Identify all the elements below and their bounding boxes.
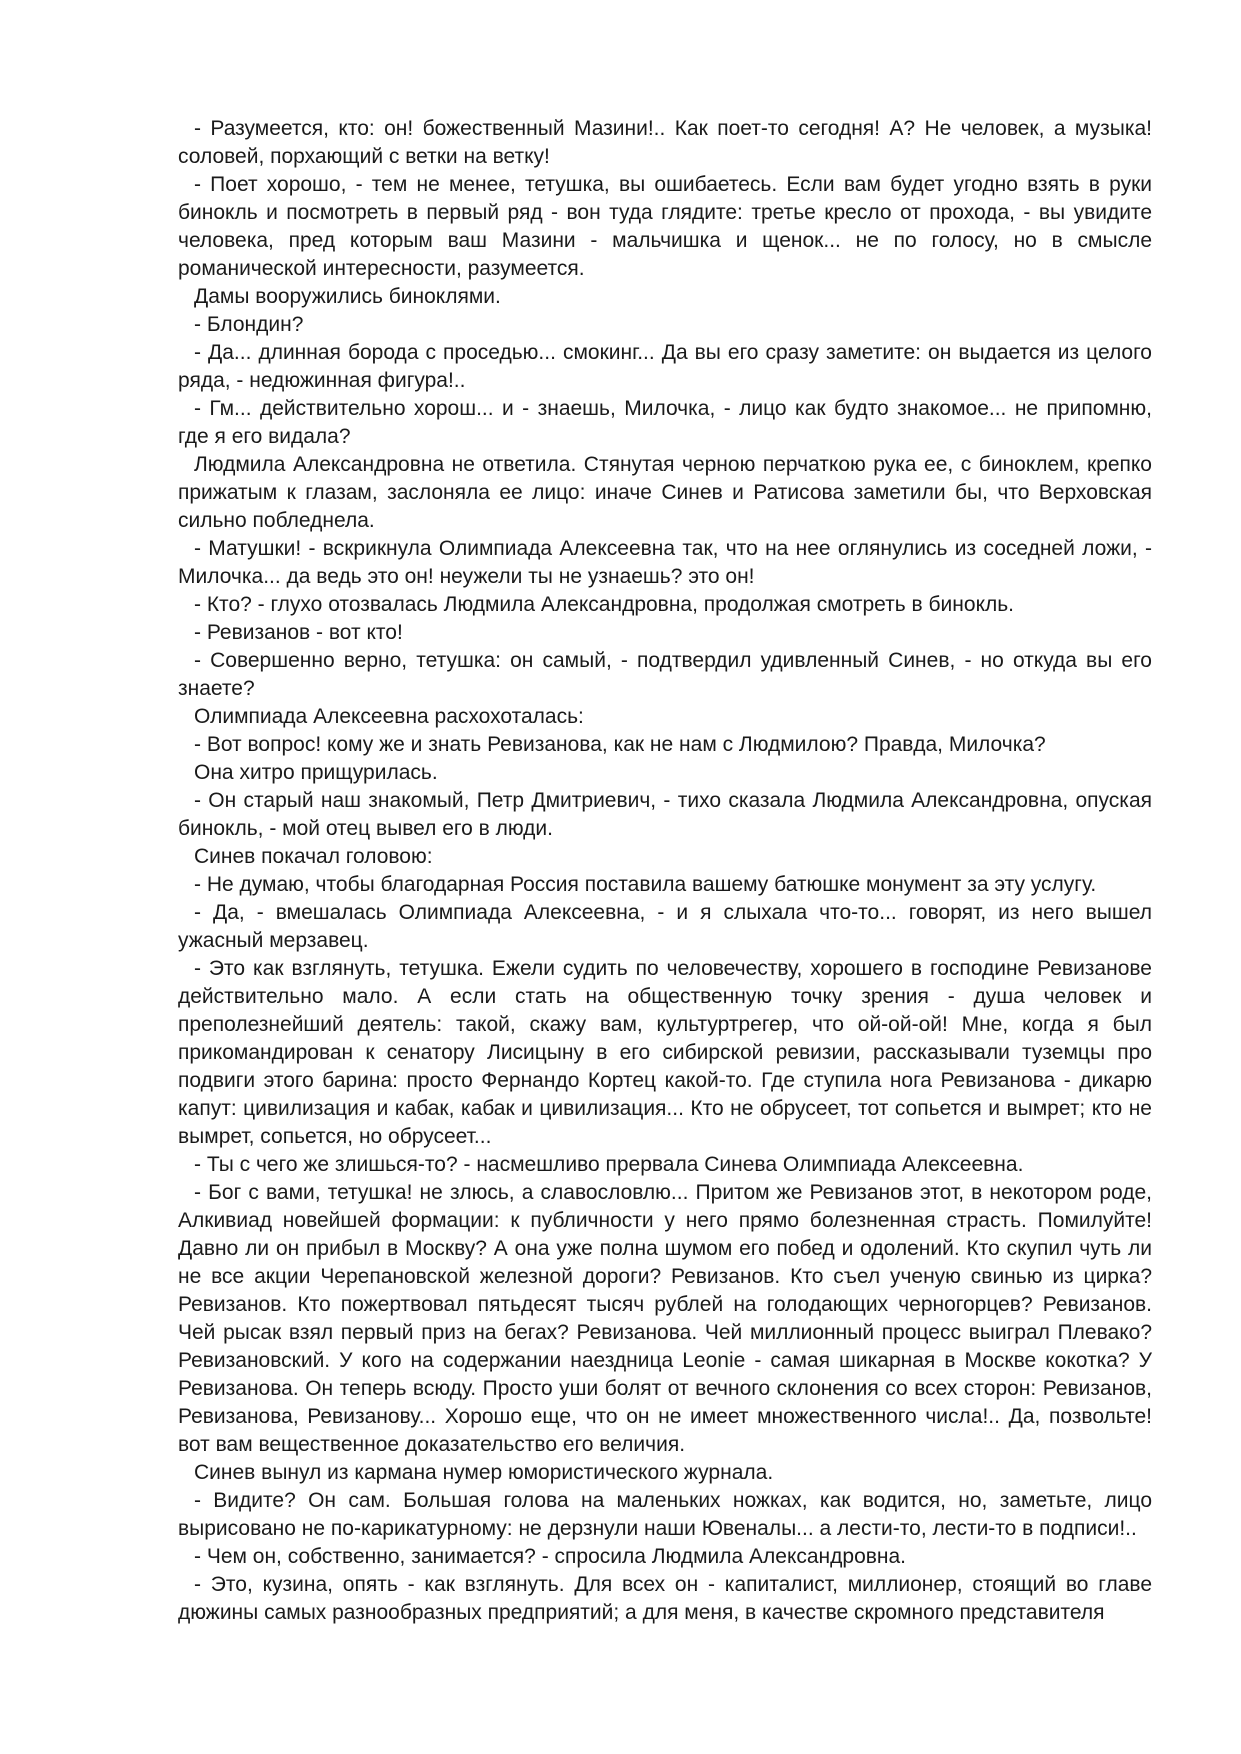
paragraph: Синев покачал головою: <box>194 845 433 868</box>
paragraph: Она хитро прищурилась. <box>194 761 438 784</box>
paragraph: - Это как взглянуть, тетушка. Ежели судить по человечеству, хорошего в господине Ревизанове действительно мало. А если стать на общественную точку зрения - душа человек и преполезнейший деятель: такой, скажу вам, культуртрегер, что ой-ой-ой! Мне, когда я был прикомандирован к сенатору Лисицыну в его сибирской ревизии, рассказывали туземцы про подвиги этого барина: просто Фернандо Кортец какой-то. Где ступила нога Ревизанова - дикарю капут: цивилизация и кабак, кабак и цивилизация... Кто не обрусеет, тот сопьется и вымрет; кто не вымрет, сопьется, но обрусеет... <box>178 957 1152 1148</box>
document-page <box>178 115 1152 1627</box>
paragraph: - Блондин? <box>194 313 304 336</box>
paragraph: - Гм... действительно хорош... и - знаешь, Милочка, - лицо как будто знакомое... не припомню, где я его видала? <box>178 397 1152 448</box>
paragraph: - Кто? - глухо отозвалась Людмила Александровна, продолжая смотреть в бинокль. <box>194 593 1015 616</box>
paragraph: - Ты с чего же злишься-то? - насмешливо прервала Синева Олимпиада Алексеевна. <box>194 1153 1024 1176</box>
paragraph: - Бог с вами, тетушка! не злюсь, а славословлю... Притом же Ревизанов этот, в некотором роде, Алкивиад новейшей формации: к публичности у него прямо болезненная страсть. Помилуйте! Давно ли он прибыл в Москву? А она уже полна шумом его побед и одолений. Кто скупил чуть ли не все акции Черепановской железной дороги? Ревизанов. Кто съел ученую свинью из цирка? Ревизанов. Кто пожертвовал пятьдесят тысяч рублей на голодающих черногорцев? Ревизанов. Чей рысак взял первый приз на бегах? Ревизанова. Чей миллионный процесс выиграл Плевако? Ревизановский. У кого на содержании наездница Leonie - самая шикарная в Москве кокотка? У Ревизанова. Он теперь всюду. Просто уши болят от вечного склонения со всех сторон: Ревизанов, Ревизанова, Ревизанову... Хорошо еще, что он не имеет множественного числа!.. Да, позвольте! вот вам вещественное доказательство его величия. <box>178 1181 1152 1456</box>
paragraph: - Вот вопрос! кому же и знать Ревизанова, как не нам с Людмилою? Правда, Милочка? <box>194 733 1046 756</box>
paragraph: - Не думаю, чтобы благодарная Россия поставила вашему батюшке монумент за эту услугу. <box>194 873 1097 896</box>
paragraph: - Да... длинная борода с проседью... смокинг... Да вы его сразу заметите: он выдается из целого ряда, - недюжинная фигура!.. <box>178 341 1152 392</box>
paragraph: Людмила Александровна не ответила. Стянутая черною перчаткою рука ее, с биноклем, крепко прижатым к глазам, заслоняла ее лицо: иначе Синев и Ратисова заметили бы, что Верховская сильно побледнела. <box>178 453 1152 532</box>
paragraph: - Он старый наш знакомый, Петр Дмитриевич, - тихо сказала Людмила Александровна, опуская бинокль, - мой отец вывел его в люди. <box>178 789 1152 840</box>
paragraph: Дамы вооружились биноклями. <box>194 285 501 308</box>
paragraph: - Разумеется, кто: он! божественный Мазини!.. Как поет-то сегодня! А? Не человек, а музыка! соловей, порхающий с ветки на ветку! <box>178 117 1152 168</box>
paragraph: - Чем он, собственно, занимается? - спросила Людмила Александровна. <box>194 1545 907 1568</box>
paragraph: - Совершенно верно, тетушка: он самый, - подтвердил удивленный Синев, - но откуда вы его знаете? <box>178 649 1152 700</box>
paragraph: - Это, кузина, опять - как взглянуть. Для всех он - капиталист, миллионер, стоящий во главе дюжины самых разнообразных предприятий; а для меня, в качестве скромного представителя <box>178 1573 1152 1624</box>
paragraph: Синев вынул из кармана нумер юмористического журнала. <box>194 1461 774 1484</box>
paragraph: - Видите? Он сам. Большая голова на маленьких ножках, как водится, но, заметьте, лицо вырисовано не по-карикатурному: не дерзнули наши Ювеналы... а лести-то, лести-то в подписи!.. <box>178 1489 1152 1540</box>
paragraph: - Матушки! - вскрикнула Олимпиада Алексеевна так, что на нее оглянулись из соседней ложи, - Милочка... да ведь это он! неужели ты не узнаешь? это он! <box>178 537 1152 588</box>
paragraph: Олимпиада Алексеевна расхохоталась: <box>194 705 584 728</box>
paragraph: - Ревизанов - вот кто! <box>194 621 403 644</box>
paragraph: - Да, - вмешалась Олимпиада Алексеевна, - и я слыхала что-то... говорят, из него вышел ужасный мерзавец. <box>178 901 1152 952</box>
paragraph: - Поет хорошо, - тем не менее, тетушка, вы ошибаетесь. Если вам будет угодно взять в руки бинокль и посмотреть в первый ряд - вон туда глядите: третье кресло от прохода, - вы увидите человека, пред которым ваш Мазини - мальчишка и щенок... не по голосу, но в смысле романической интересности, разумеется. <box>178 173 1152 280</box>
